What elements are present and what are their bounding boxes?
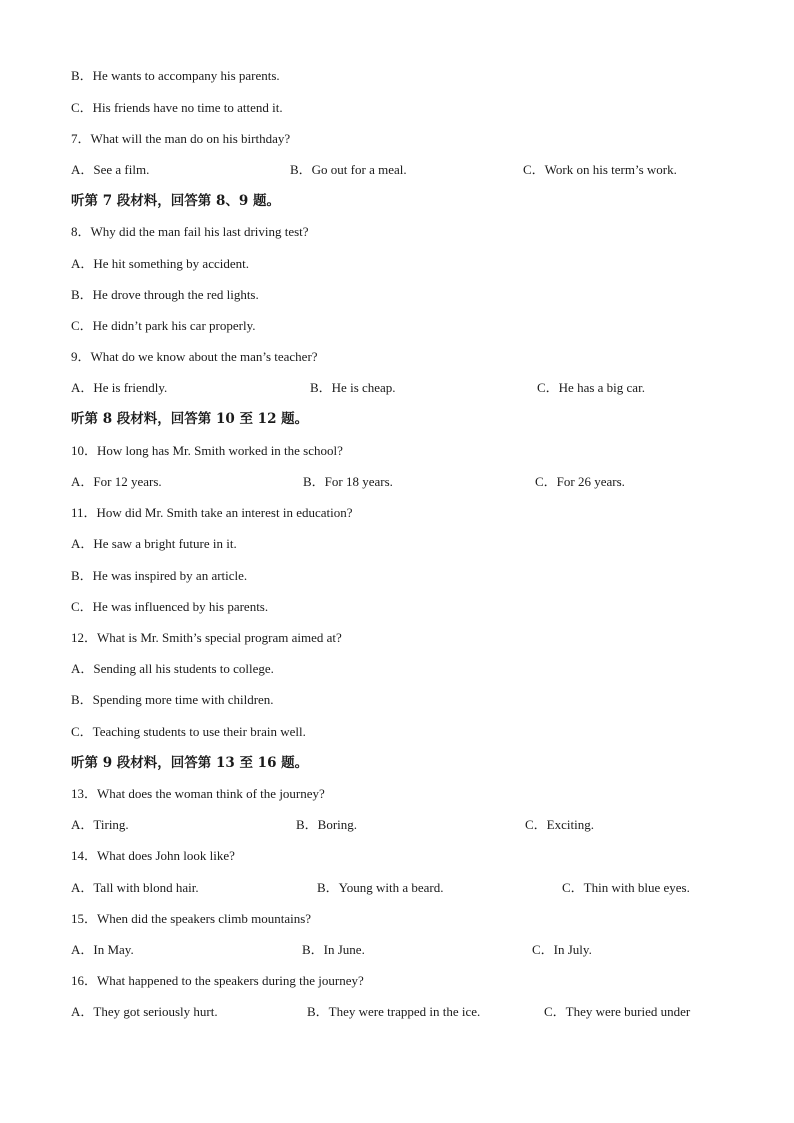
option-11a: A．He saw a bright future in it. <box>71 536 237 551</box>
option-15c: C．In July. <box>532 942 592 957</box>
question-13: 13．What does the woman think of the journey? <box>71 786 325 801</box>
option-8c: C．He didn’t park his car properly. <box>71 318 256 333</box>
option-12b: B．Spending more time with children. <box>71 692 274 707</box>
section-heading-7: 听第 7 段材料，回答第 8、9 题。 <box>71 193 280 209</box>
option-7a: A．See a film. <box>71 162 150 177</box>
option-16b: B．They were trapped in the ice. <box>307 1004 481 1019</box>
option-13c: C．Exciting. <box>525 817 594 832</box>
question-10: 10．How long has Mr. Smith worked in the school? <box>71 443 343 458</box>
option-6c: C．His friends have no time to attend it. <box>71 100 283 115</box>
option-15a: A．In May. <box>71 942 134 957</box>
option-6b: B．He wants to accompany his parents. <box>71 68 280 83</box>
question-15: 15．When did the speakers climb mountains? <box>71 911 312 926</box>
option-11b: B．He was inspired by an article. <box>71 568 248 583</box>
option-7b: B．Go out for a meal. <box>290 162 407 177</box>
option-12a: A．Sending all his students to college. <box>71 661 274 676</box>
option-14a: A．Tall with blond hair. <box>71 880 199 895</box>
option-7c: C．Work on his term’s work. <box>523 162 677 177</box>
option-10c: C．For 26 years. <box>535 474 625 489</box>
option-14b: B．Young with a beard. <box>317 880 444 895</box>
section-heading-9: 听第 9 段材料，回答第 13 至 16 题。 <box>71 755 309 771</box>
question-14: 14．What does John look like? <box>71 848 235 863</box>
option-10a: A．For 12 years. <box>71 474 162 489</box>
option-15b: B．In June. <box>302 942 365 957</box>
option-8a: A．He hit something by accident. <box>71 256 249 271</box>
question-11: 11．How did Mr. Smith take an interest in education? <box>71 505 353 520</box>
option-11c: C．He was influenced by his parents. <box>71 599 269 614</box>
question-9: 9．What do we know about the man’s teacher? <box>71 349 318 364</box>
option-12c: C．Teaching students to use their brain well. <box>71 724 306 739</box>
option-9a: A．He is friendly. <box>71 380 168 395</box>
option-16c: C．They were buried under <box>544 1004 691 1019</box>
option-14c: C．Thin with blue eyes. <box>562 880 690 895</box>
option-9b: B．He is cheap. <box>310 380 396 395</box>
option-16a: A．They got seriously hurt. <box>71 1004 218 1019</box>
question-7: 7．What will the man do on his birthday? <box>71 131 291 146</box>
section-heading-8: 听第 8 段材料，回答第 10 至 12 题。 <box>71 411 309 427</box>
option-9c: C．He has a big car. <box>537 380 645 395</box>
option-8b: B．He drove through the red lights. <box>71 287 259 302</box>
question-12: 12．What is Mr. Smith’s special program aimed at? <box>71 630 342 645</box>
option-10b: B．For 18 years. <box>303 474 393 489</box>
question-16: 16．What happened to the speakers during the journey? <box>71 973 364 988</box>
option-13b: B．Boring. <box>296 817 358 832</box>
option-13a: A．Tiring. <box>71 817 129 832</box>
question-8: 8．Why did the man fail his last driving test? <box>71 224 309 239</box>
